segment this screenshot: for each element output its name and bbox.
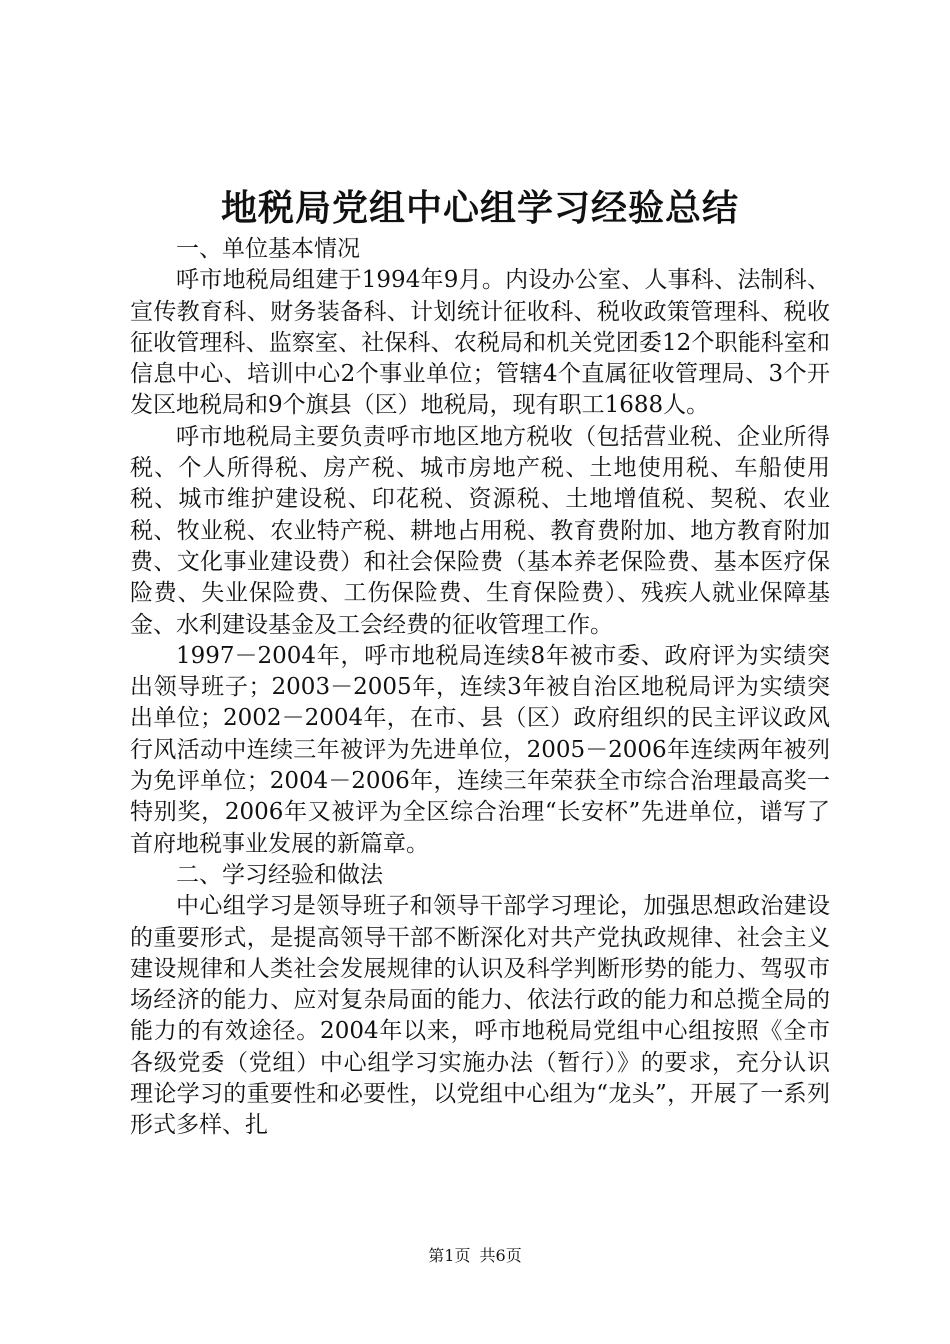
paragraph-study-experience: 中心组学习是领导班子和领导干部学习理论，加强思想政治建设的重要形式，是提高领导干部不断深化对共产党执政规律、社会主义建设规律和人类社会发展规律的认识及科学判断形势的能力、驾驭市场经济的能力、应对复杂局面的能力、依法行政的能力和总揽全局的能力的有效途径。2004年以来，呼市地税局党组中心组按照《全市各级党委（党组）中心组学习实施办法（暂行）》的要求，充分认识理论学习的重要性和必要性，以党组中心组为“龙头”，开展了一系列形式多样、扎 xyxy=(130,893,830,1139)
paragraph-organization: 呼市地税局组建于1994年9月。内设办公室、人事科、法制科、宣传教育科、财务装备科、计划统计征收科、税收政策管理科、税收征收管理科、监察室、社保科、农税局和机关党团委12个职能科室和信息中心、培训中心2个事业单位；管辖4个直属征收管理局、3个开发区地税局和9个旗县（区）地税局，现有职工1688人。 xyxy=(130,267,830,419)
section-heading-experience: 二、学习经验和做法 xyxy=(176,861,383,888)
document-body xyxy=(130,234,830,1142)
page-number-footer: 第1页 共6页 xyxy=(428,1246,522,1265)
document-title: 地税局党组中心组学习经验总结 xyxy=(220,188,739,229)
section-heading-basic-info: 一、单位基本情况 xyxy=(176,236,360,262)
paragraph-responsibilities: 呼市地税局主要负责呼市地区地方税收（包括营业税、企业所得税、个人所得税、房产税、城市房地产税、土地使用税、车船使用税、城市维护建设税、印花税、资源税、土地增值税、契税、农业税、牧业税、农业特产税、耕地占用税、教育费附加、地方教育附加费、文化事业建设费）和社会保险费（基本养老保险费、基本医疗保险费、失业保险费、工伤保险费、生育保险费）、残疾人就业保障基金、水利建设基金及工会经费的征收管理工作。 xyxy=(130,423,830,638)
paragraph-honors: 1997－2004年，呼市地税局连续8年被市委、政府评为实绩突出领导班子；2003－2005年，连续3年被自治区地税局评为实绩突出单位；2002－2004年，在市、县（区）政府组织的民主评议政风行风活动中连续三年被评为先进单位，2005－2006年连续两年被列为免评单位；2004－2006年，连续三年荣获全市综合治理最高奖一特别奖，2006年又被评为全区综合治理“长安杯”先进单位，谱写了首府地税事业发展的新篇章。 xyxy=(130,642,830,857)
